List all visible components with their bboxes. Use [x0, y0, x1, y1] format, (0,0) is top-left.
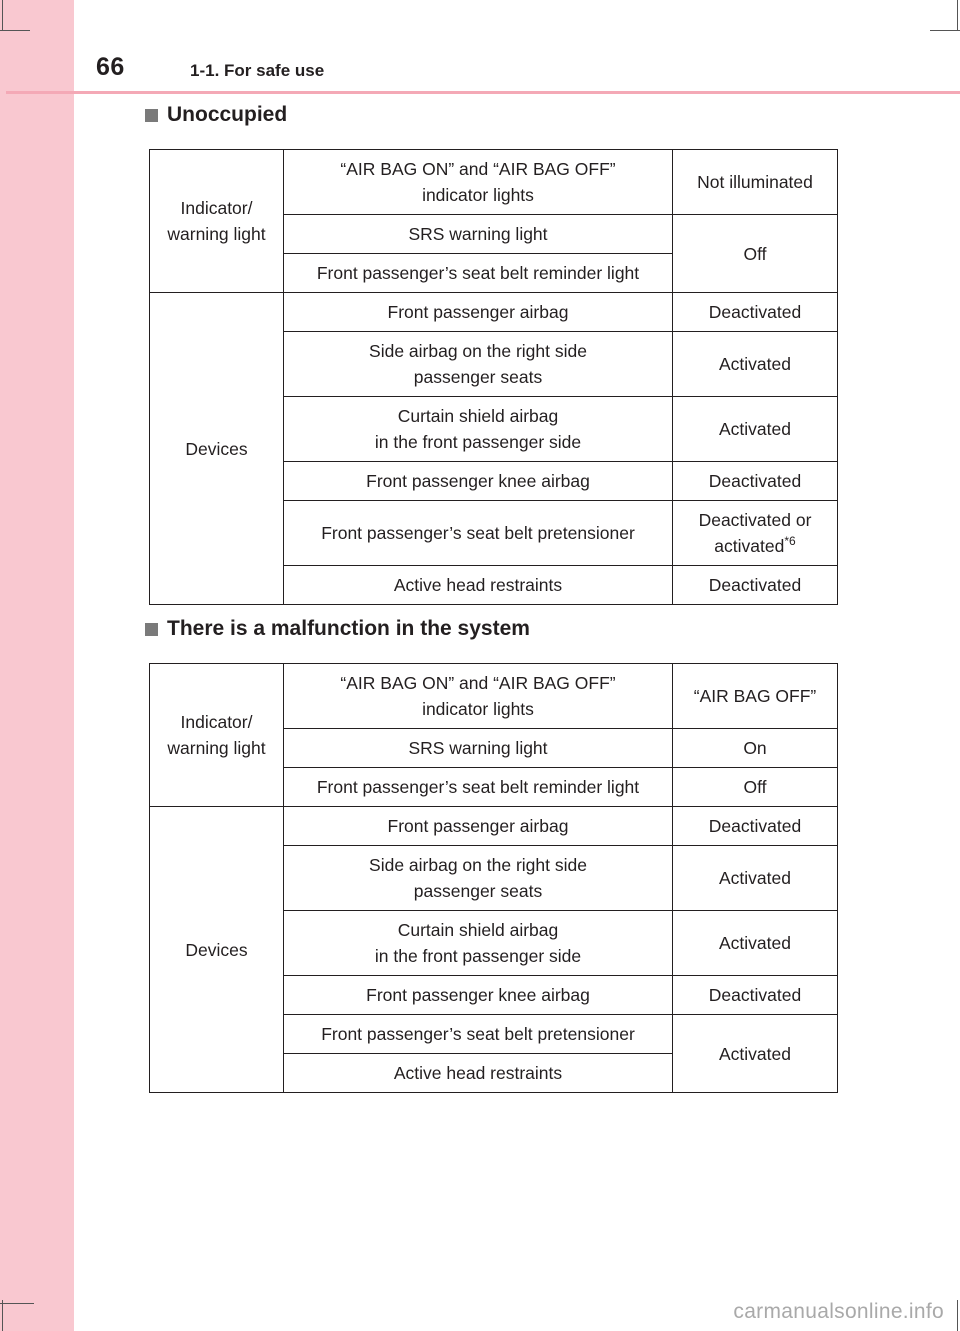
item-cell: Curtain shield airbag in the front passenger side	[284, 911, 673, 976]
status-cell: Activated	[673, 332, 838, 397]
item-cell: Front passenger’s seat belt pretensioner	[284, 501, 673, 566]
status-cell: Deactivated	[673, 293, 838, 332]
status-cell: On	[673, 729, 838, 768]
malfunction-table	[149, 663, 838, 1093]
watermark: carmanualsonline.info	[733, 1300, 944, 1323]
item-cell: Front passenger airbag	[284, 293, 673, 332]
table-row	[150, 664, 838, 729]
unoccupied-title: Unoccupied	[167, 103, 288, 126]
square-bullet-icon	[145, 109, 158, 122]
crop-mark	[957, 1300, 958, 1331]
status-cell: Off	[673, 768, 838, 807]
devices-group-cell: Devices	[150, 807, 284, 1093]
item-cell: Side airbag on the right side passenger seats	[284, 846, 673, 911]
item-cell: SRS warning light	[284, 215, 673, 254]
item-cell: Front passenger knee airbag	[284, 976, 673, 1015]
item-cell: “AIR BAG ON” and “AIR BAG OFF” indicator lights	[284, 664, 673, 729]
footnote-marker: *6	[784, 534, 796, 549]
crop-mark	[957, 0, 958, 30]
item-cell: Front passenger airbag	[284, 807, 673, 846]
indicator-group-cell: Indicator/ warning light	[150, 150, 284, 293]
status-cell: Activated	[673, 1015, 838, 1093]
indicator-group-cell: Indicator/ warning light	[150, 664, 284, 807]
item-cell: SRS warning light	[284, 729, 673, 768]
status-cell: Activated	[673, 846, 838, 911]
table-row	[150, 807, 838, 846]
item-cell: Front passenger’s seat belt reminder light	[284, 768, 673, 807]
item-cell: Active head restraints	[284, 1054, 673, 1093]
status-cell: Activated	[673, 911, 838, 976]
square-bullet-icon	[145, 623, 158, 636]
table-row	[150, 293, 838, 332]
table-row	[150, 150, 838, 215]
malfunction-heading	[145, 617, 530, 641]
status-cell: Deactivated	[673, 566, 838, 605]
crop-mark	[2, 0, 3, 30]
status-cell: Deactivated	[673, 462, 838, 501]
item-cell: Front passenger knee airbag	[284, 462, 673, 501]
crop-mark	[2, 1300, 3, 1331]
section-label: 1-1. For safe use	[190, 61, 325, 80]
status-cell: Off	[673, 215, 838, 293]
item-cell: “AIR BAG ON” and “AIR BAG OFF” indicator lights	[284, 150, 673, 215]
status-cell: Deactivated	[673, 807, 838, 846]
status-cell: Activated	[673, 397, 838, 462]
page-number: 66	[96, 53, 125, 81]
devices-group-cell: Devices	[150, 293, 284, 605]
item-cell: Curtain shield airbag in the front passenger side	[284, 397, 673, 462]
status-cell: “AIR BAG OFF”	[673, 664, 838, 729]
unoccupied-table	[149, 149, 838, 605]
side-band	[0, 0, 74, 1331]
status-text: Deactivated or activated	[698, 510, 812, 556]
unoccupied-heading	[145, 103, 287, 127]
status-cell: Not illuminated	[673, 150, 838, 215]
malfunction-title: There is a malfunction in the system	[167, 617, 530, 640]
item-cell: Front passenger’s seat belt pretensioner	[284, 1015, 673, 1054]
crop-mark	[0, 30, 30, 31]
header-rule	[6, 91, 960, 94]
item-cell: Side airbag on the right side passenger seats	[284, 332, 673, 397]
crop-mark	[0, 1303, 34, 1304]
item-cell: Active head restraints	[284, 566, 673, 605]
status-cell: Deactivated	[673, 976, 838, 1015]
item-cell: Front passenger’s seat belt reminder light	[284, 254, 673, 293]
status-cell	[673, 501, 838, 566]
crop-mark	[930, 30, 960, 31]
